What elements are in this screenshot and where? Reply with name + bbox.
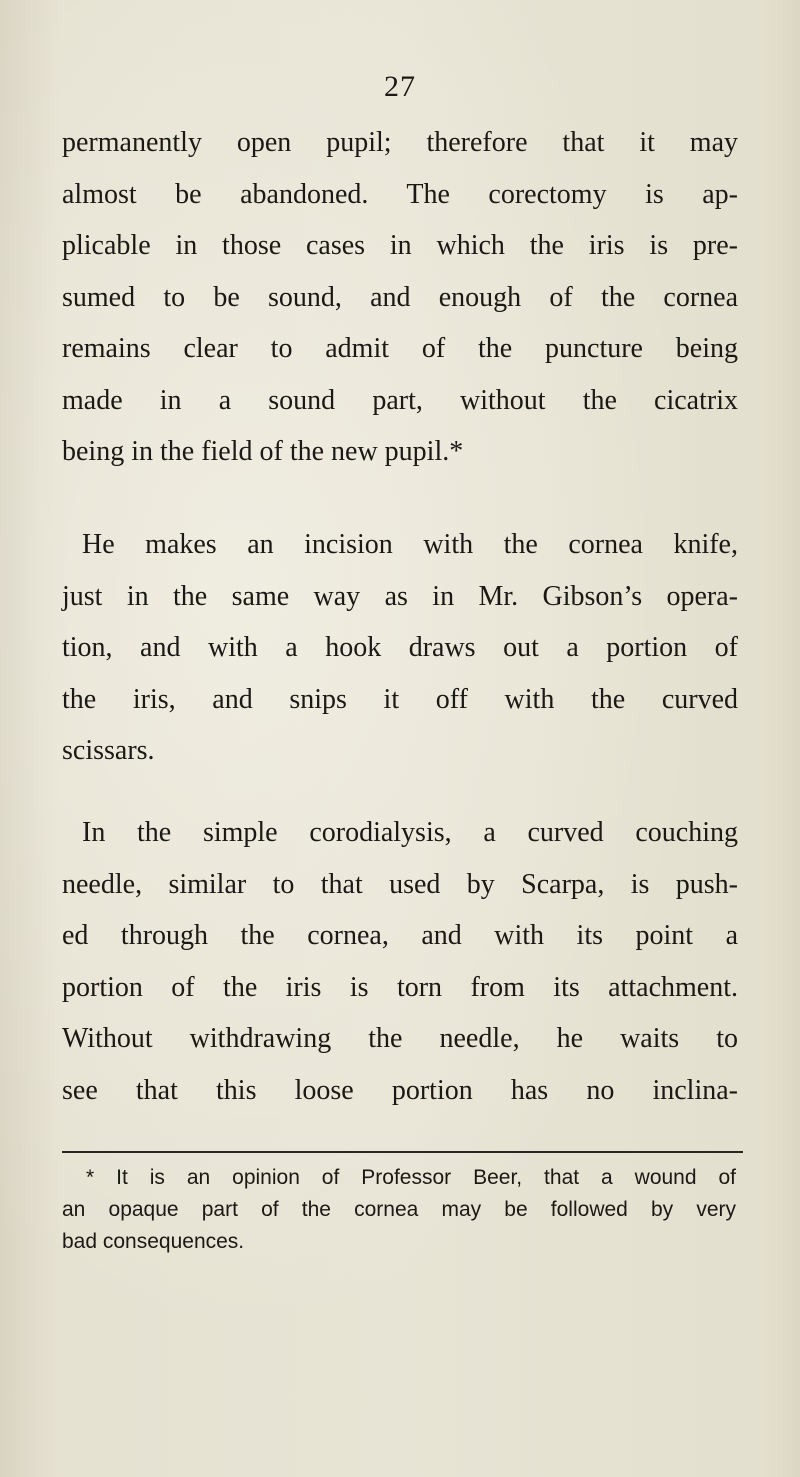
text-line: permanently open pupil; therefore that it may: [62, 127, 738, 158]
footnote-line: * It is an opinion of Professor Beer, that a wound of: [86, 1166, 736, 1189]
footnote-line: bad consequences.: [62, 1230, 245, 1253]
text-line: needle, similar to that used by Scarpa, is push-: [62, 868, 738, 900]
footnote: [62, 1162, 736, 1258]
text-line: see that this loose portion has no inclina-: [62, 1074, 738, 1106]
text-line: scissars.: [62, 735, 155, 766]
text-line: ed through the cornea, and with its point a: [62, 920, 738, 951]
paragraph-3: [62, 807, 738, 1116]
text-line: made in a sound part, without the cicatrix: [62, 384, 738, 416]
text-line: In the simple corodialysis, a curved couching: [82, 817, 738, 848]
text-line: just in the same way as in Mr. Gibson’s opera-: [62, 580, 738, 612]
text-line: being in the field of the new pupil.*: [62, 436, 464, 467]
text-line: He makes an incision with the cornea knife,: [82, 529, 738, 560]
text-line: remains clear to admit of the puncture being: [62, 333, 738, 364]
paragraph-2: [62, 519, 738, 777]
text-line: Without withdrawing the needle, he waits to: [62, 1023, 738, 1054]
text-line: sumed to be sound, and enough of the cornea: [62, 281, 738, 313]
text-line: almost be abandoned. The corectomy is ap-: [62, 178, 738, 210]
paragraph-1: [62, 117, 738, 478]
text-line: plicable in those cases in which the iris is pre-: [62, 230, 738, 261]
page-number: 27: [384, 70, 416, 103]
footnote-divider: [62, 1151, 743, 1153]
text-line: portion of the iris is torn from its attachment.: [62, 971, 738, 1003]
footnote-line: an opaque part of the cornea may be followed by very: [62, 1198, 736, 1221]
text-line: tion, and with a hook draws out a portion of: [62, 632, 738, 663]
text-line: the iris, and snips it off with the curved: [62, 683, 738, 715]
